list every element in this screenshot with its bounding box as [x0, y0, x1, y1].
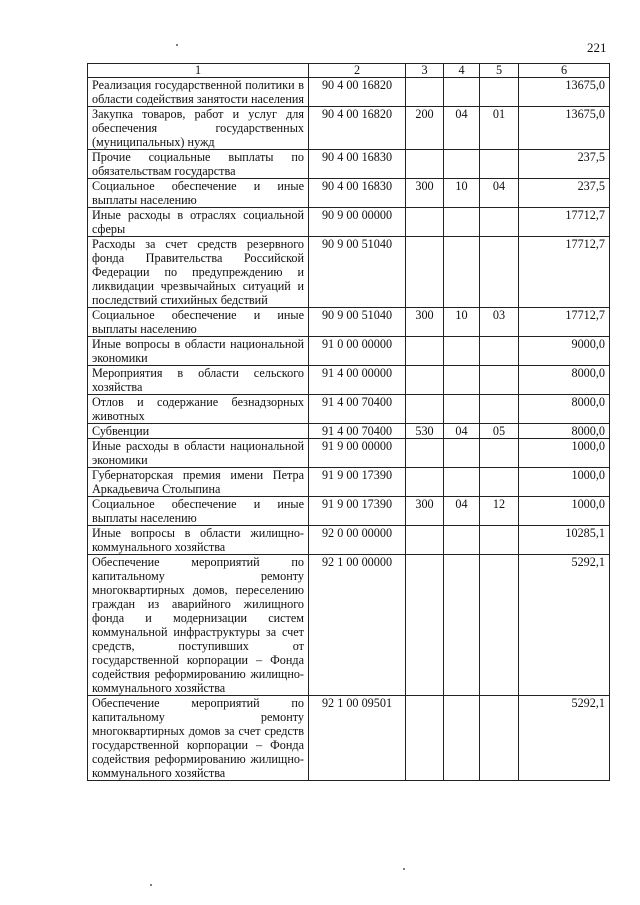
expense-type — [406, 526, 444, 555]
item-name: Обеспечение мероприятий по капитальному ремонту многоквартирных домов за счет средств государственной корпорации – Фонда содействия реформированию жилищно-коммунального хозяйства — [88, 696, 309, 781]
expense-type — [406, 439, 444, 468]
amount: 9000,0 — [519, 337, 610, 366]
amount: 1000,0 — [519, 497, 610, 526]
expense-type: 530 — [406, 424, 444, 439]
table-row — [88, 366, 610, 395]
amount: 13675,0 — [519, 107, 610, 150]
expense-type: 200 — [406, 107, 444, 150]
section: 10 — [444, 179, 480, 208]
table-row — [88, 395, 610, 424]
budget-code: 90 9 00 51040 — [309, 237, 406, 308]
table-row — [88, 150, 610, 179]
table-row — [88, 497, 610, 526]
expense-type — [406, 696, 444, 781]
column-header: 5 — [480, 64, 519, 78]
amount: 10285,1 — [519, 526, 610, 555]
section — [444, 150, 480, 179]
section: 04 — [444, 424, 480, 439]
budget-code: 92 0 00 00000 — [309, 526, 406, 555]
budget-code: 91 9 00 17390 — [309, 497, 406, 526]
section — [444, 468, 480, 497]
budget-code: 90 9 00 51040 — [309, 308, 406, 337]
expense-type — [406, 208, 444, 237]
amount: 13675,0 — [519, 78, 610, 107]
amount: 1000,0 — [519, 468, 610, 497]
column-header: 2 — [309, 64, 406, 78]
expense-type: 300 — [406, 308, 444, 337]
item-name: Иные расходы в отраслях социальной сферы — [88, 208, 309, 237]
subsection: 03 — [480, 308, 519, 337]
amount: 17712,7 — [519, 208, 610, 237]
column-header: 6 — [519, 64, 610, 78]
subsection — [480, 439, 519, 468]
item-name: Иные вопросы в области национальной экономики — [88, 337, 309, 366]
subsection — [480, 78, 519, 107]
table-row — [88, 208, 610, 237]
section: 04 — [444, 107, 480, 150]
table-row — [88, 78, 610, 107]
amount: 8000,0 — [519, 366, 610, 395]
budget-code: 92 1 00 09501 — [309, 696, 406, 781]
subsection — [480, 395, 519, 424]
amount: 5292,1 — [519, 696, 610, 781]
table-row — [88, 237, 610, 308]
section: 04 — [444, 497, 480, 526]
expense-type — [406, 237, 444, 308]
subsection — [480, 237, 519, 308]
scan-speck — [150, 884, 152, 886]
expense-type — [406, 337, 444, 366]
item-name: Иные расходы в области национальной экономики — [88, 439, 309, 468]
item-name: Отлов и содержание безнадзорных животных — [88, 395, 309, 424]
section — [444, 555, 480, 696]
table-row — [88, 179, 610, 208]
item-name: Прочие социальные выплаты по обязательствам государства — [88, 150, 309, 179]
subsection — [480, 150, 519, 179]
budget-table — [87, 63, 610, 781]
section — [444, 439, 480, 468]
budget-code: 90 4 00 16820 — [309, 107, 406, 150]
amount: 8000,0 — [519, 424, 610, 439]
budget-code: 91 9 00 17390 — [309, 468, 406, 497]
section — [444, 337, 480, 366]
budget-code: 91 4 00 70400 — [309, 424, 406, 439]
expense-type — [406, 150, 444, 179]
table-row — [88, 337, 610, 366]
subsection — [480, 555, 519, 696]
scan-speck — [403, 868, 405, 870]
item-name: Социальное обеспечение и иные выплаты населению — [88, 308, 309, 337]
table-row — [88, 308, 610, 337]
section: 10 — [444, 308, 480, 337]
item-name: Социальное обеспечение и иные выплаты населению — [88, 497, 309, 526]
expense-type — [406, 468, 444, 497]
section — [444, 78, 480, 107]
column-header: 3 — [406, 64, 444, 78]
item-name: Социальное обеспечение и иные выплаты населению — [88, 179, 309, 208]
subsection — [480, 696, 519, 781]
item-name: Иные вопросы в области жилищно-коммунального хозяйства — [88, 526, 309, 555]
scan-speck — [176, 44, 178, 46]
budget-code: 92 1 00 00000 — [309, 555, 406, 696]
subsection — [480, 468, 519, 497]
expense-type: 300 — [406, 179, 444, 208]
subsection: 04 — [480, 179, 519, 208]
amount: 8000,0 — [519, 395, 610, 424]
table-row — [88, 439, 610, 468]
column-header: 4 — [444, 64, 480, 78]
column-header: 1 — [88, 64, 309, 78]
budget-code: 91 4 00 70400 — [309, 395, 406, 424]
budget-code: 91 4 00 00000 — [309, 366, 406, 395]
budget-code: 90 4 00 16830 — [309, 179, 406, 208]
amount: 237,5 — [519, 150, 610, 179]
budget-code: 90 4 00 16820 — [309, 78, 406, 107]
item-name: Расходы за счет средств резервного фонда Правительства Российской Федерации по предупреждению и ликвидации чрезвычайных ситуаций и последствий стихийных бедствий — [88, 237, 309, 308]
header-row — [88, 64, 610, 78]
budget-code: 91 9 00 00000 — [309, 439, 406, 468]
expense-type — [406, 555, 444, 696]
subsection: 05 — [480, 424, 519, 439]
table-row — [88, 696, 610, 781]
subsection: 12 — [480, 497, 519, 526]
table-row — [88, 555, 610, 696]
item-name: Мероприятия в области сельского хозяйства — [88, 366, 309, 395]
page-number: 221 — [587, 40, 607, 55]
expense-type — [406, 395, 444, 424]
expense-type — [406, 366, 444, 395]
amount: 17712,7 — [519, 308, 610, 337]
expense-type: 300 — [406, 497, 444, 526]
section — [444, 395, 480, 424]
subsection — [480, 526, 519, 555]
subsection — [480, 366, 519, 395]
section — [444, 237, 480, 308]
amount: 5292,1 — [519, 555, 610, 696]
table-row — [88, 468, 610, 497]
section — [444, 366, 480, 395]
amount: 17712,7 — [519, 237, 610, 308]
item-name: Закупка товаров, работ и услуг для обеспечения государственных (муниципальных) нужд — [88, 107, 309, 150]
amount: 1000,0 — [519, 439, 610, 468]
section — [444, 208, 480, 237]
item-name: Субвенции — [88, 424, 309, 439]
section — [444, 696, 480, 781]
amount: 237,5 — [519, 179, 610, 208]
budget-code: 91 0 00 00000 — [309, 337, 406, 366]
item-name: Реализация государственной политики в области содействия занятости населения — [88, 78, 309, 107]
table-row — [88, 107, 610, 150]
budget-code: 90 4 00 16830 — [309, 150, 406, 179]
subsection — [480, 337, 519, 366]
table-row — [88, 424, 610, 439]
table-row — [88, 526, 610, 555]
item-name: Обеспечение мероприятий по капитальному ремонту многоквартирных домов, переселению граждан из аварийного жилищного фонда и модернизации систем коммунальной инфраструктуры за счет средств, поступивших от государственной корпорации – Фонда содействия реформированию жилищно-коммунального хозяйства — [88, 555, 309, 696]
section — [444, 526, 480, 555]
expense-type — [406, 78, 444, 107]
subsection — [480, 208, 519, 237]
budget-code: 90 9 00 00000 — [309, 208, 406, 237]
item-name: Губернаторская премия имени Петра Аркадьевича Столыпина — [88, 468, 309, 497]
subsection: 01 — [480, 107, 519, 150]
